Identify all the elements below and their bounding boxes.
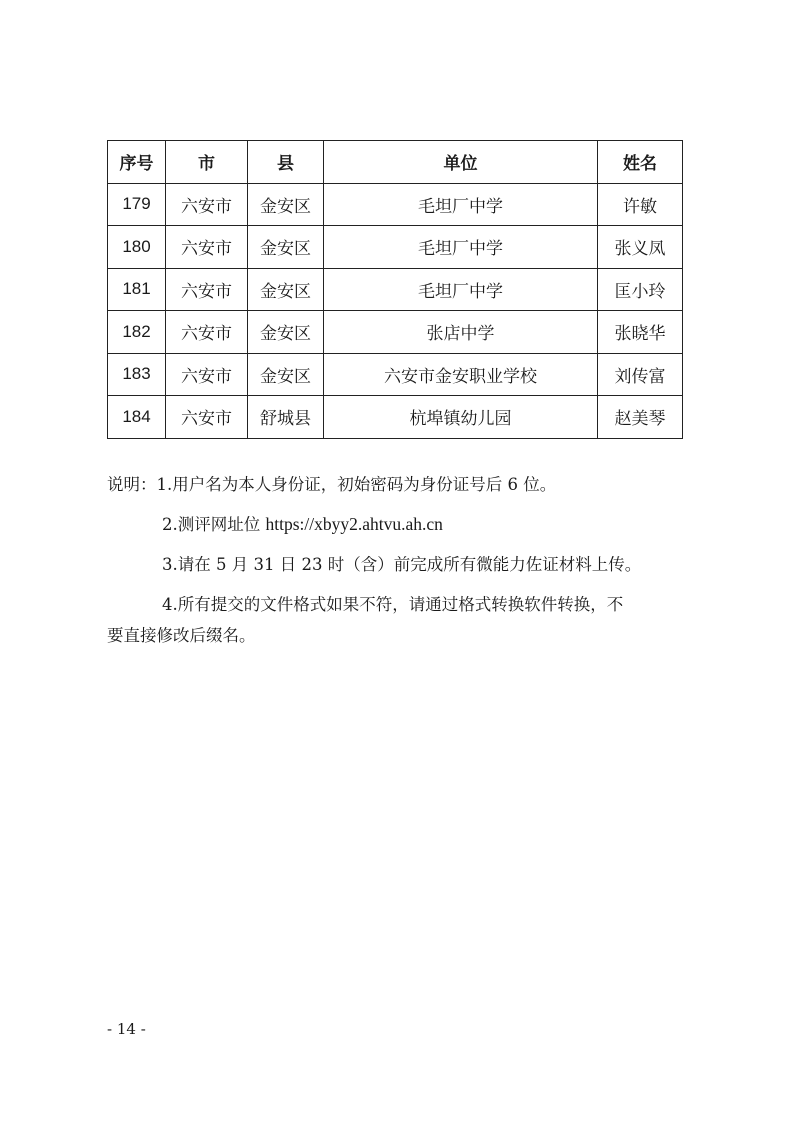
cell-index: 183	[108, 353, 166, 396]
cell-index: 184	[108, 396, 166, 439]
note-4-continued: 要直接修改后缀名。	[107, 626, 256, 645]
cell-city: 六安市	[166, 311, 248, 354]
cell-name: 张晓华	[598, 311, 683, 354]
cell-city: 六安市	[166, 183, 248, 226]
cell-name: 赵美琴	[598, 396, 683, 439]
table-row	[108, 268, 683, 311]
cell-unit: 毛坦厂中学	[324, 226, 598, 269]
header-county: 县	[248, 141, 324, 184]
table-row	[108, 353, 683, 396]
cell-name: 张义凤	[598, 226, 683, 269]
roster-table	[107, 140, 683, 439]
header-unit: 单位	[324, 141, 598, 184]
table-row	[108, 183, 683, 226]
cell-county: 金安区	[248, 183, 324, 226]
cell-city: 六安市	[166, 226, 248, 269]
table-row	[108, 226, 683, 269]
cell-unit: 毛坦厂中学	[324, 183, 598, 226]
note-1: 说明：1.用户名为本人身份证，初始密码为身份证号后 6 位。	[107, 475, 557, 494]
note-2-label: 2.测评网址位	[162, 515, 261, 534]
cell-county: 舒城县	[248, 396, 324, 439]
evaluation-url-link[interactable]: https://xbyy2.ahtvu.ah.cn	[265, 514, 443, 534]
cell-city: 六安市	[166, 396, 248, 439]
header-index: 序号	[108, 141, 166, 184]
cell-city: 六安市	[166, 353, 248, 396]
cell-county: 金安区	[248, 268, 324, 311]
cell-county: 金安区	[248, 226, 324, 269]
cell-unit: 张店中学	[324, 311, 598, 354]
cell-name: 许敏	[598, 183, 683, 226]
cell-index: 181	[108, 268, 166, 311]
cell-unit: 杭埠镇幼儿园	[324, 396, 598, 439]
cell-county: 金安区	[248, 311, 324, 354]
cell-index: 180	[108, 226, 166, 269]
table-row	[108, 396, 683, 439]
cell-unit: 毛坦厂中学	[324, 268, 598, 311]
cell-name: 刘传富	[598, 353, 683, 396]
header-city: 市	[166, 141, 248, 184]
cell-unit: 六安市金安职业学校	[324, 353, 598, 396]
table-header-row	[108, 141, 683, 184]
cell-name: 匡小玲	[598, 268, 683, 311]
cell-index: 182	[108, 311, 166, 354]
notes-section	[107, 470, 687, 650]
cell-county: 金安区	[248, 353, 324, 396]
note-2	[107, 510, 687, 539]
cell-index: 179	[108, 183, 166, 226]
note-4: 4.所有提交的文件格式如果不符，请通过格式转换软件转换，不	[162, 595, 624, 614]
page-number: - 14 -	[107, 1020, 146, 1038]
note-3: 3.请在 5 月 31 日 23 时（含）前完成所有微能力佐证材料上传。	[162, 555, 642, 574]
cell-city: 六安市	[166, 268, 248, 311]
table-row	[108, 311, 683, 354]
header-name: 姓名	[598, 141, 683, 184]
